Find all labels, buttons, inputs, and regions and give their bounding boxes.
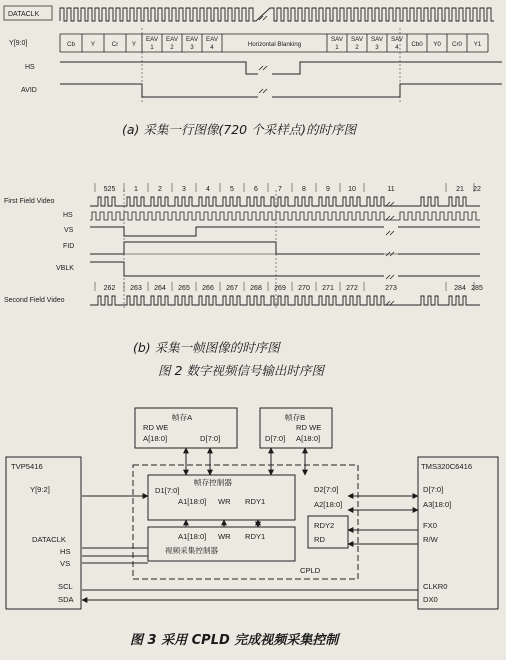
avid-label: AVID bbox=[21, 87, 37, 94]
datalk-label: DATACLK bbox=[8, 11, 40, 18]
cpld-rdy2: RDY2 bbox=[314, 521, 335, 530]
tvp-vs: VS bbox=[60, 559, 71, 568]
bus-cell-label: SAV bbox=[391, 36, 403, 43]
avid-waveform bbox=[60, 84, 502, 97]
tvp5416-title: TVP5416 bbox=[11, 462, 43, 471]
line-number: 263 bbox=[130, 285, 142, 292]
bus-cell-label: SAV bbox=[351, 36, 363, 43]
bus-cell-label: EAV bbox=[206, 36, 218, 43]
line-number: 2 bbox=[158, 186, 162, 193]
line-number: 262 bbox=[103, 285, 116, 292]
bus-cell-label: 1 bbox=[150, 44, 154, 51]
bus-cell-label: 3 bbox=[190, 44, 194, 51]
vblk-waveform bbox=[90, 262, 480, 276]
frame-b-data: D[7:0] bbox=[265, 434, 286, 443]
bus-cell-label: Y bbox=[131, 41, 137, 48]
line-number: 9 bbox=[326, 186, 330, 193]
fsc-wr: WR bbox=[218, 497, 231, 506]
line-number: 3 bbox=[182, 186, 186, 193]
dsp-title: TMS320C6416 bbox=[421, 462, 473, 471]
bus-cell-label: Y1 bbox=[473, 41, 482, 48]
hs-waveform bbox=[60, 62, 502, 74]
bus-cell-label: EAV bbox=[166, 36, 178, 43]
first-field-waveform bbox=[90, 183, 481, 206]
vs-b-waveform bbox=[90, 227, 480, 236]
fsc-rdy1: RDY1 bbox=[245, 497, 266, 506]
tvp-y-port: Y[9:2] bbox=[30, 485, 50, 494]
cpld-rd: RD bbox=[314, 535, 325, 544]
tvp-datalk: DATACLK bbox=[32, 535, 66, 544]
dsp-a: A3[18:0] bbox=[423, 500, 452, 509]
line-number: 22 bbox=[473, 186, 481, 193]
dsp-rw: R/W bbox=[423, 535, 438, 544]
bus-cell-label: 2 bbox=[170, 44, 174, 51]
line-number: 265 bbox=[178, 285, 190, 292]
frame-b-rdwe: RD WE bbox=[296, 423, 322, 432]
line-number: 266 bbox=[202, 285, 214, 292]
line-number: 267 bbox=[226, 285, 238, 292]
line-number: 273 bbox=[385, 285, 397, 292]
frame-b-addr: A[18:0] bbox=[296, 434, 321, 443]
line-number: 525 bbox=[103, 186, 116, 193]
fsc-d1: D1[7:0] bbox=[155, 486, 180, 495]
second-field-pulses bbox=[90, 296, 480, 305]
first-field-pulses bbox=[90, 197, 480, 206]
bus-cell-label: Horizontal Blanking bbox=[247, 41, 302, 48]
line-number: 271 bbox=[322, 285, 334, 292]
line-number: 1 bbox=[134, 186, 138, 193]
line-number: 6 bbox=[254, 186, 258, 193]
cpld-label: CPLD bbox=[300, 566, 321, 575]
bus-cell-label: 2 bbox=[355, 44, 359, 51]
timing-diagram-a bbox=[4, 6, 502, 104]
second-field-label: Second Field Video bbox=[4, 297, 65, 304]
line-number: 270 bbox=[298, 285, 310, 292]
hs-b-waveform bbox=[90, 212, 480, 220]
cpld-a2: A2[18:0] bbox=[314, 500, 343, 509]
vac-title: 视频采集控制器 bbox=[165, 546, 219, 555]
datalk-waveform bbox=[60, 8, 494, 21]
tvp-hs: HS bbox=[60, 547, 71, 556]
tvp-scl: SCL bbox=[58, 582, 73, 591]
bus-cell-label: 4 bbox=[210, 44, 214, 51]
vac-rdy1: RDY1 bbox=[245, 532, 266, 541]
y-bus-waveform bbox=[60, 34, 488, 52]
line-number: 10 bbox=[348, 186, 356, 193]
fsc-a1: A1[18:0] bbox=[178, 497, 207, 506]
bus-cell-label: Cr bbox=[111, 41, 119, 48]
bus-cell-label: Y bbox=[90, 41, 96, 48]
fid-label: FID bbox=[63, 243, 75, 250]
break-marks-a bbox=[259, 16, 267, 93]
timing-diagram-b bbox=[4, 183, 483, 310]
hs-b-label: HS bbox=[63, 212, 73, 219]
tvp-sda: SDA bbox=[58, 595, 74, 604]
line-number: 264 bbox=[154, 285, 166, 292]
frame-a-data: D[7:0] bbox=[200, 434, 221, 443]
bus-cell-label: SAV bbox=[371, 36, 383, 43]
block-diagram-fig3 bbox=[6, 408, 498, 609]
caption-b: (b) 采集一帧图像的时序图 bbox=[133, 340, 280, 355]
fsc-title: 帧存控制器 bbox=[194, 478, 232, 487]
clock-pulses bbox=[60, 8, 494, 21]
first-field-label: First Field Video bbox=[4, 198, 55, 205]
fid-waveform bbox=[90, 242, 480, 254]
line-number: 8 bbox=[302, 186, 306, 193]
line-number: 268 bbox=[250, 285, 262, 292]
hs-label: HS bbox=[25, 64, 35, 71]
vblk-label: VBLK bbox=[56, 265, 74, 272]
line-number: 7 bbox=[278, 186, 282, 193]
line-number: 5 bbox=[230, 186, 234, 193]
bus-cell-label: Cb bbox=[67, 41, 75, 48]
y-bus-label: Y[9:0] bbox=[9, 40, 28, 47]
bus-cell-label: Cb0 bbox=[411, 41, 423, 48]
bus-cell-label: 1 bbox=[335, 44, 339, 51]
line-number: 4 bbox=[206, 186, 210, 193]
bus-cell-label: EAV bbox=[186, 36, 198, 43]
bus-cell-label: Y0 bbox=[433, 41, 441, 48]
bus-cell-label: Cr0 bbox=[452, 41, 462, 48]
vac-a1: A1[18:0] bbox=[178, 532, 207, 541]
bus-cell-label: SAV bbox=[331, 36, 343, 43]
cpld-d2: D2[7:0] bbox=[314, 485, 339, 494]
vs-b-pulse bbox=[90, 227, 480, 236]
vac-wr: WR bbox=[218, 532, 231, 541]
bus-cell-label: 4 bbox=[395, 44, 399, 51]
bus-cell-label: EAV bbox=[146, 36, 158, 43]
vs-b-label: VS bbox=[64, 227, 74, 234]
frame-b-title: 帧存B bbox=[285, 413, 306, 422]
bus-cell-label: 3 bbox=[375, 44, 379, 51]
dsp-dx0: DX0 bbox=[423, 595, 438, 604]
line-number: 285 bbox=[471, 285, 483, 292]
frame-a-title: 帧存A bbox=[172, 413, 193, 422]
dsp-clkr0: CLKR0 bbox=[423, 582, 448, 591]
connections bbox=[82, 448, 418, 600]
line-number: 21 bbox=[456, 186, 464, 193]
line-number: 272 bbox=[346, 285, 358, 292]
line-number: 269 bbox=[274, 285, 286, 292]
dsp-d: D[7:0] bbox=[423, 485, 444, 494]
second-field-waveform bbox=[90, 282, 483, 305]
fig3-caption: 图 3 采用 CPLD 完成视频采集控制 bbox=[130, 633, 339, 648]
caption-a: (a) 采集一行图像(720 个采样点)的时序图 bbox=[122, 122, 356, 137]
line-number: 11 bbox=[387, 186, 395, 193]
frame-a-addr: A[18:0] bbox=[143, 434, 168, 443]
line-number: 284 bbox=[454, 285, 466, 292]
dsp-fx0: FX0 bbox=[423, 521, 437, 530]
hs-b-pulses bbox=[90, 212, 480, 220]
frame-a-rdwe: RD WE bbox=[143, 423, 169, 432]
fig2-caption: 图 2 数字视频信号输出时序图 bbox=[158, 363, 324, 378]
